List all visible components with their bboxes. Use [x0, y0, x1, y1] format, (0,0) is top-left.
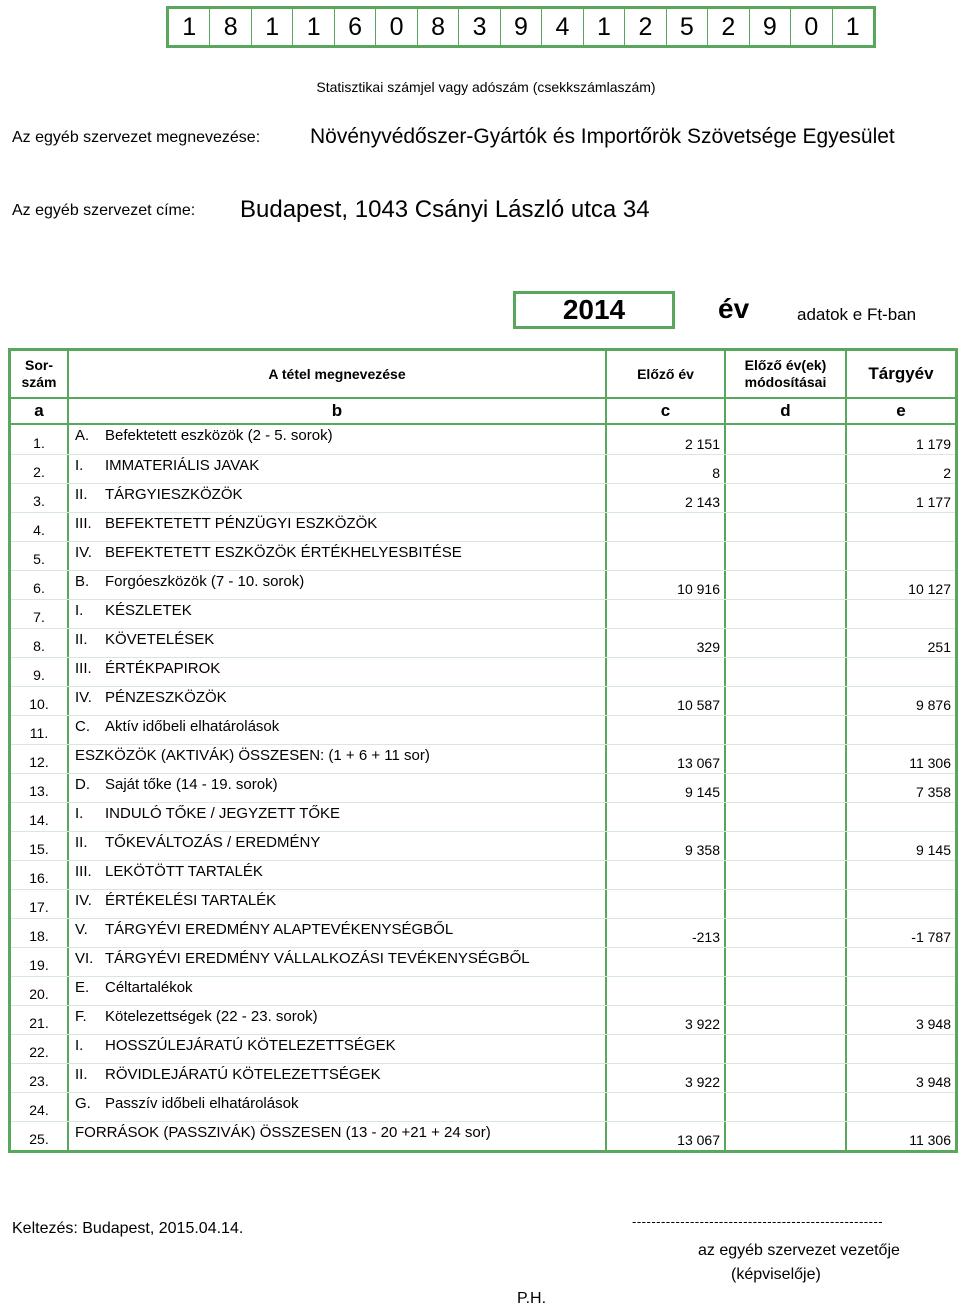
current-year-value: 7 358 — [915, 784, 951, 800]
previous-year-value: 329 — [607, 629, 726, 657]
row-item — [69, 1064, 607, 1092]
table-row — [11, 570, 955, 599]
row-number: 10. — [11, 687, 69, 715]
table-row — [11, 657, 955, 686]
row-number: 21. — [11, 1006, 69, 1034]
header-row-number-line1: Sor- — [25, 357, 53, 373]
row-name: KÖVETELÉSEK — [105, 631, 215, 648]
table-row — [11, 1034, 955, 1063]
row-item — [69, 948, 607, 976]
row-name: PÉNZESZKÖZÖK — [105, 689, 227, 706]
tax-digit: 2 — [624, 9, 665, 45]
row-name: TŐKEVÁLTOZÁS / EREDMÉNY — [105, 834, 321, 851]
table-row — [11, 425, 955, 454]
previous-year-value — [607, 600, 726, 628]
row-name: RÖVIDLEJÁRATÚ KÖTELEZETTSÉGEK — [105, 1066, 381, 1083]
tax-digit: 1 — [832, 9, 873, 45]
row-name: Kötelezettségek (22 - 23. sorok) — [105, 1008, 318, 1025]
table-row — [11, 802, 955, 831]
row-number: 6. — [11, 571, 69, 599]
row-item — [69, 919, 607, 947]
previous-year-value — [607, 513, 726, 541]
row-item — [69, 629, 607, 657]
table-row — [11, 541, 955, 570]
tax-digit: 5 — [666, 9, 707, 45]
header-item-name: A tétel megnevezése — [69, 351, 607, 397]
previous-year-value: 8 — [607, 455, 726, 483]
row-number: 2. — [11, 455, 69, 483]
previous-year-value: 9 358 — [607, 832, 726, 860]
row-number: 25. — [11, 1122, 69, 1150]
row-name: ÉRTÉKPAPIROK — [105, 660, 221, 677]
row-number: 17. — [11, 890, 69, 918]
previous-year-value — [607, 977, 726, 1005]
row-code: I. — [75, 805, 84, 822]
tax-digit: 6 — [334, 9, 375, 45]
row-number: 3. — [11, 484, 69, 512]
modification-value — [726, 687, 847, 715]
table-row — [11, 773, 955, 802]
year-box: 2014 — [513, 291, 675, 329]
row-code: G. — [75, 1095, 91, 1112]
row-item — [69, 571, 607, 599]
row-name: KÉSZLETEK — [105, 602, 192, 619]
row-item — [69, 425, 607, 454]
modification-value — [726, 1093, 847, 1121]
row-code: I. — [75, 457, 84, 474]
table-row — [11, 976, 955, 1005]
tax-digit: 1 — [182, 12, 197, 41]
row-item — [69, 890, 607, 918]
row-name: ESZKÖZÖK (AKTIVÁK) ÖSSZESEN: (1 + 6 + 11 sor) — [75, 747, 430, 764]
table-row — [11, 599, 955, 628]
org-address-label: Az egyéb szervezet címe: — [12, 202, 196, 219]
modification-value — [726, 745, 847, 773]
row-number: 24. — [11, 1093, 69, 1121]
current-year-value — [847, 658, 955, 686]
row-item — [69, 1006, 607, 1034]
row-code: III. — [75, 515, 92, 532]
tax-digit: 1 — [292, 9, 333, 45]
tax-digit: 0 — [375, 9, 416, 45]
current-year-value — [847, 948, 955, 976]
row-number: 18. — [11, 919, 69, 947]
previous-year-value: 10 916 — [607, 571, 726, 599]
row-number: 15. — [11, 832, 69, 860]
signer-subtitle: (képviselője) — [731, 1266, 821, 1283]
row-code: II. — [75, 834, 88, 851]
row-name: Passzív időbeli elhatárolások — [105, 1095, 299, 1112]
row-code: V. — [75, 921, 88, 938]
tax-digit: 9 — [749, 9, 790, 45]
row-item — [69, 832, 607, 860]
row-code: B. — [75, 573, 90, 590]
row-name: TÁRGYÉVI EREDMÉNY ALAPTEVÉKENYSÉGBŐL — [105, 921, 454, 938]
row-number: 9. — [11, 658, 69, 686]
previous-year-value — [607, 1035, 726, 1063]
row-number: 16. — [11, 861, 69, 889]
column-letter: d — [726, 399, 847, 423]
modification-value — [726, 600, 847, 628]
row-number: 1. — [11, 425, 69, 454]
row-item — [69, 1093, 607, 1121]
current-year-value: 9 876 — [915, 697, 951, 713]
modification-value — [726, 425, 847, 454]
previous-year-value: 13 067 — [607, 745, 726, 773]
current-year-value: 10 127 — [908, 581, 951, 597]
modification-value — [726, 861, 847, 889]
current-year-value: -1 787 — [911, 929, 951, 945]
row-name: LEKÖTÖTT TARTALÉK — [105, 863, 263, 880]
modification-value — [726, 1122, 847, 1150]
row-name: FORRÁSOK (PASSZIVÁK) ÖSSZESEN (13 - 20 +21 + 24 sor) — [75, 1124, 491, 1141]
tax-digit: 2 — [707, 9, 748, 45]
current-year-value: 2 — [943, 465, 951, 481]
current-year-value — [847, 600, 955, 628]
current-year-value — [847, 803, 955, 831]
row-name: TÁRGYIESZKÖZÖK — [105, 486, 243, 503]
row-number: 12. — [11, 745, 69, 773]
previous-year-value — [607, 716, 726, 744]
previous-year-value: -213 — [607, 919, 726, 947]
previous-year-value — [607, 1093, 726, 1121]
tax-digit: 0 — [790, 9, 831, 45]
row-name: BEFEKTETETT ESZKÖZÖK ÉRTÉKHELYESBITÉSE — [105, 544, 462, 561]
row-number: 11. — [11, 716, 69, 744]
modification-value — [726, 484, 847, 512]
current-year-value: 3 948 — [915, 1016, 951, 1032]
modification-value — [726, 455, 847, 483]
previous-year-value: 3 922 — [607, 1006, 726, 1034]
table-row — [11, 1005, 955, 1034]
table-row — [11, 483, 955, 512]
row-number: 13. — [11, 774, 69, 802]
row-number: 22. — [11, 1035, 69, 1063]
unit-label: adatok e Ft-ban — [797, 305, 917, 324]
modification-value — [726, 890, 847, 918]
current-year-value: 11 306 — [909, 1132, 951, 1148]
previous-year-value — [607, 890, 726, 918]
date-line: Keltezés: Budapest, 2015.04.14. — [12, 1220, 244, 1237]
row-item — [69, 803, 607, 831]
row-code: IV. — [75, 892, 92, 909]
current-year-value — [847, 861, 955, 889]
current-year-value — [847, 977, 955, 1005]
tax-digit: 4 — [541, 9, 582, 45]
year-word: év — [718, 293, 750, 324]
stamp-placeholder: P.H. — [517, 1290, 547, 1307]
row-code: E. — [75, 979, 90, 996]
tax-digit: 8 — [417, 9, 458, 45]
org-address: Budapest, 1043 Csányi László utca 34 — [240, 196, 650, 223]
modification-value — [726, 542, 847, 570]
previous-year-value: 9 145 — [607, 774, 726, 802]
table-row — [11, 860, 955, 889]
row-code: F. — [75, 1008, 87, 1025]
modification-value — [726, 513, 847, 541]
tax-number-caption: Statisztikai számjel vagy adószám (csekkszámlaszám) — [316, 79, 656, 95]
modification-value — [726, 919, 847, 947]
row-item — [69, 745, 607, 773]
modification-value — [726, 977, 847, 1005]
row-item — [69, 861, 607, 889]
row-name: IMMATERIÁLIS JAVAK — [105, 457, 260, 474]
row-number: 19. — [11, 948, 69, 976]
table-row — [11, 889, 955, 918]
previous-year-value — [607, 861, 726, 889]
row-name: Aktív időbeli elhatárolások — [105, 718, 280, 735]
row-name: ÉRTÉKELÉSI TARTALÉK — [105, 892, 277, 909]
row-name: TÁRGYÉVI EREDMÉNY VÁLLALKOZÁSI TEVÉKENYSÉGBŐL — [105, 950, 530, 967]
modification-value — [726, 948, 847, 976]
table-body — [11, 425, 955, 1150]
row-name: Céltartalékok — [105, 979, 193, 996]
row-item — [69, 1035, 607, 1063]
row-code: D. — [75, 776, 90, 793]
modification-value — [726, 803, 847, 831]
modification-value — [726, 1006, 847, 1034]
row-code: III. — [75, 660, 92, 677]
previous-year-value — [607, 658, 726, 686]
row-code: I. — [75, 602, 84, 619]
header-modifications-line2: módosításai — [744, 374, 827, 390]
header-modifications — [726, 351, 847, 397]
table-row — [11, 454, 955, 483]
tax-digit: 9 — [500, 9, 541, 45]
row-item — [69, 774, 607, 802]
modification-value — [726, 1064, 847, 1092]
balance-sheet-table — [8, 348, 958, 1153]
modification-value — [726, 832, 847, 860]
header-previous-year: Előző év — [607, 351, 726, 397]
tax-digit: 1 — [251, 9, 292, 45]
current-year-value — [847, 513, 955, 541]
column-letter: b — [69, 399, 607, 423]
tax-number-boxes — [166, 6, 876, 48]
tax-digit: 8 — [209, 9, 250, 45]
modification-value — [726, 571, 847, 599]
header-current-year: Tárgyév — [868, 364, 934, 383]
current-year-value: 1 177 — [915, 494, 951, 510]
modification-value — [726, 774, 847, 802]
row-number: 20. — [11, 977, 69, 1005]
row-number: 7. — [11, 600, 69, 628]
row-item — [69, 687, 607, 715]
table-row — [11, 512, 955, 541]
current-year-value — [847, 716, 955, 744]
row-name: Saját tőke (14 - 19. sorok) — [105, 776, 278, 793]
table-header — [11, 351, 955, 397]
previous-year-value: 3 922 — [607, 1064, 726, 1092]
previous-year-value: 10 587 — [607, 687, 726, 715]
row-number: 4. — [11, 513, 69, 541]
previous-year-value: 2 151 — [607, 425, 726, 454]
row-name: HOSSZÚLEJÁRATÚ KÖTELEZETTSÉGEK — [105, 1037, 396, 1054]
modification-value — [726, 716, 847, 744]
current-year-value: 9 145 — [915, 842, 951, 858]
row-code: III. — [75, 863, 92, 880]
row-item — [69, 658, 607, 686]
table-row — [11, 1063, 955, 1092]
table-row — [11, 686, 955, 715]
row-number: 8. — [11, 629, 69, 657]
row-code: II. — [75, 1066, 88, 1083]
header-row-number — [11, 351, 69, 397]
row-item — [69, 1122, 607, 1150]
current-year-value: 251 — [927, 639, 951, 655]
org-name: Növényvédőszer-Gyártók és Importőrök Szövetsége Egyesület — [310, 125, 895, 148]
row-item — [69, 455, 607, 483]
row-code: I. — [75, 1037, 84, 1054]
previous-year-value — [607, 803, 726, 831]
row-name: INDULÓ TŐKE / JEGYZETT TŐKE — [105, 805, 341, 822]
previous-year-value — [607, 542, 726, 570]
current-year-value: 3 948 — [915, 1074, 951, 1090]
previous-year-value: 2 143 — [607, 484, 726, 512]
signature-line: ---------------------------------------------------- — [632, 1214, 884, 1229]
header-modifications-line1: Előző év(ek) — [744, 357, 827, 373]
row-code: C. — [75, 718, 90, 735]
table-row — [11, 831, 955, 860]
previous-year-value: 13 067 — [607, 1122, 726, 1150]
current-year-value — [847, 542, 955, 570]
column-letter: a — [11, 399, 69, 423]
modification-value — [726, 629, 847, 657]
row-code: IV. — [75, 689, 92, 706]
table-row — [11, 715, 955, 744]
current-year-value: 11 306 — [909, 755, 951, 771]
previous-year-value — [607, 948, 726, 976]
row-number: 23. — [11, 1064, 69, 1092]
row-name: BEFEKTETETT PÉNZÜGYI ESZKÖZÖK — [105, 515, 378, 532]
tax-digit: 3 — [458, 9, 499, 45]
table-row — [11, 744, 955, 773]
current-year-value — [847, 1035, 955, 1063]
table-row — [11, 947, 955, 976]
table-row — [11, 1092, 955, 1121]
table-row — [11, 628, 955, 657]
table-row — [11, 1121, 955, 1150]
current-year-value — [847, 890, 955, 918]
row-number: 14. — [11, 803, 69, 831]
row-code: VI. — [75, 950, 94, 967]
current-year-value — [847, 1093, 955, 1121]
row-name: Forgóeszközök (7 - 10. sorok) — [105, 573, 305, 590]
org-name-label: Az egyéb szervezet megnevezése: — [12, 129, 261, 146]
row-code: II. — [75, 486, 88, 503]
row-item — [69, 513, 607, 541]
row-name: Befektetett eszközök (2 - 5. sorok) — [105, 427, 333, 444]
row-item — [69, 977, 607, 1005]
row-code: II. — [75, 631, 88, 648]
header-row-number-line2: szám — [21, 374, 57, 390]
row-code: A. — [75, 427, 90, 444]
row-item — [69, 600, 607, 628]
current-year-value: 1 179 — [915, 436, 951, 452]
tax-digit: 1 — [583, 9, 624, 45]
column-letter: c — [607, 399, 726, 423]
row-item — [69, 716, 607, 744]
signer-title: az egyéb szervezet vezetője — [698, 1242, 900, 1259]
row-number: 5. — [11, 542, 69, 570]
column-letter-row — [11, 397, 955, 425]
modification-value — [726, 1035, 847, 1063]
row-item — [69, 542, 607, 570]
row-item — [69, 484, 607, 512]
row-code: IV. — [75, 544, 92, 561]
column-letter: e — [896, 401, 906, 420]
table-row — [11, 918, 955, 947]
modification-value — [726, 658, 847, 686]
